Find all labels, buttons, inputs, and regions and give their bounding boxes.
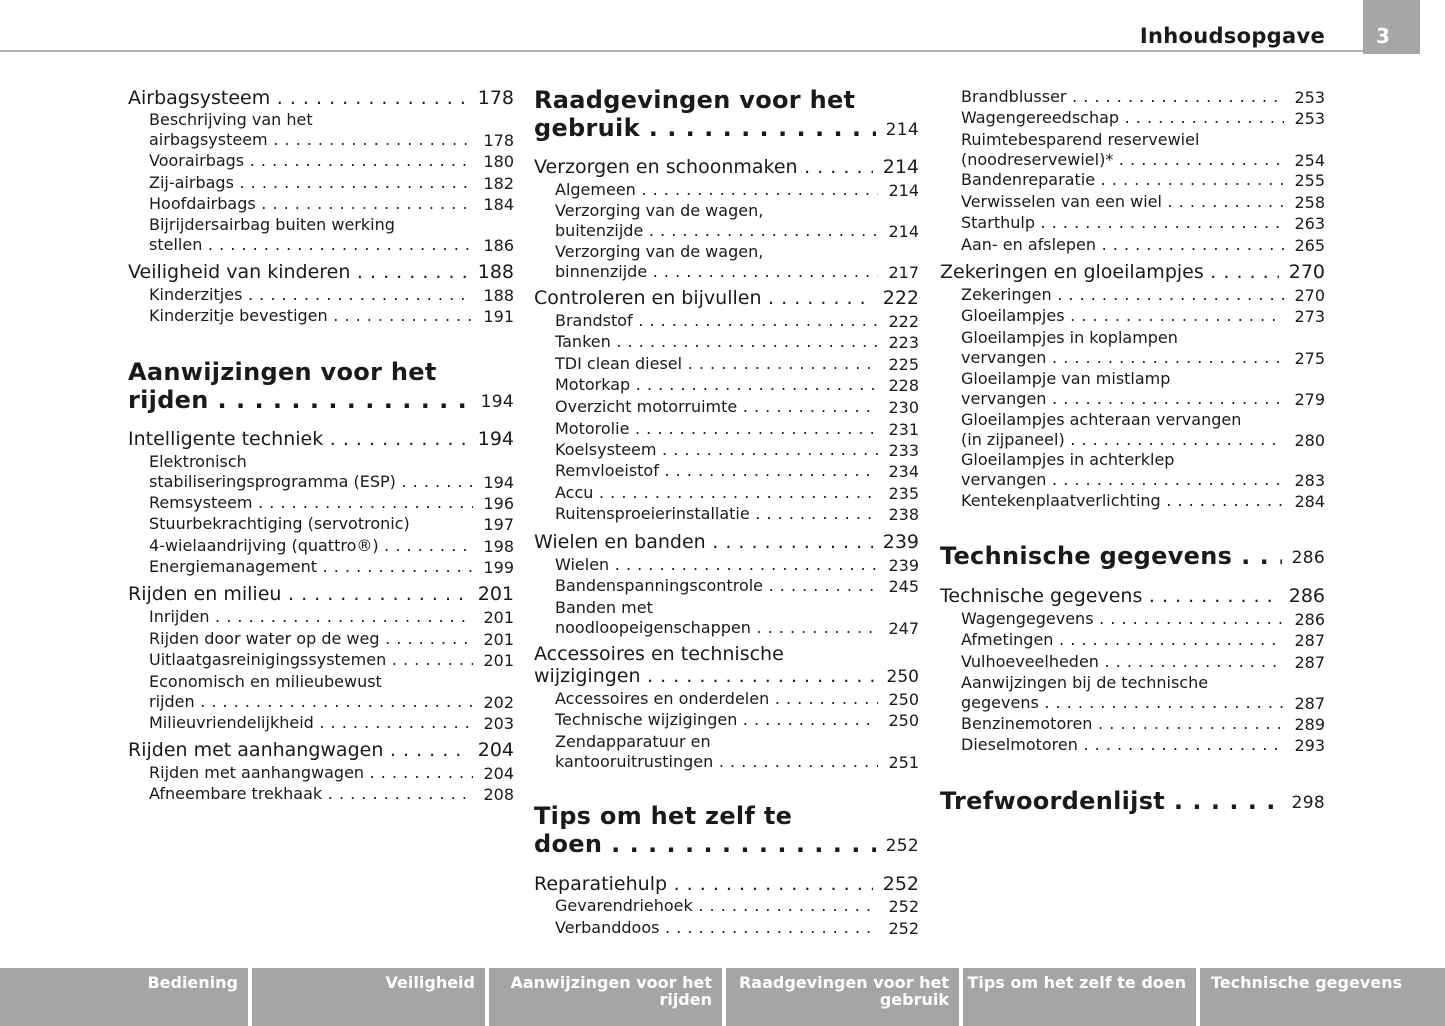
toc-entry[interactable] — [128, 629, 514, 649]
toc-entry[interactable] — [940, 630, 1325, 650]
toc-entry[interactable] — [534, 156, 919, 178]
toc-entry-title: Rijden met aanhangwagen . . . — [149, 763, 514, 783]
toc-chapter[interactable] — [940, 787, 1325, 815]
toc-entry[interactable] — [534, 242, 919, 282]
toc-entry-title: Hoofdairbags . . . — [149, 194, 514, 214]
toc-entry-title: Airbagsysteem . . . — [128, 87, 514, 109]
toc-entry-title: 4-wielaandrijving (quattro®) . . . — [149, 536, 514, 556]
toc-entry[interactable] — [534, 689, 919, 709]
toc-entry-title-line1: Verzorging van de wagen, — [555, 201, 764, 220]
toc-entry[interactable] — [128, 784, 514, 804]
toc-entry-page: 251 — [878, 753, 919, 772]
toc-entry[interactable] — [128, 739, 514, 761]
toc-entry-title-line1: Verzorging van de wagen, — [555, 242, 764, 261]
toc-entry-title: rijden . . . — [149, 692, 514, 712]
toc-entry-title: Zekeringen . . . — [961, 285, 1325, 305]
toc-entry[interactable] — [128, 607, 514, 627]
toc-entry-title: Wielen . . . — [555, 555, 919, 575]
toc-entry-title: Technische gegevens . . . — [940, 585, 1325, 607]
toc-entry-page: 279 — [1284, 390, 1325, 409]
toc-entry-page: 196 — [473, 494, 514, 513]
toc-entry-page: 178 — [473, 131, 514, 150]
toc-entry-title: Vulhoeveelheden . . . — [961, 652, 1325, 672]
toc-entry-title: Wagengereedschap . . . — [961, 108, 1325, 128]
toc-entry-page: 254 — [1284, 151, 1325, 170]
toc-entry-page: 235 — [878, 484, 919, 503]
toc-entry-page: 214 — [878, 222, 919, 241]
toc-entry-title: Accessoires en onderdelen . . . — [555, 689, 919, 709]
toc-entry-title: Gevarendriehoek . . . — [555, 896, 919, 916]
toc-entry-title: Koelsysteem . . . — [555, 440, 919, 460]
toc-entry[interactable] — [940, 87, 1325, 107]
toc-entry-page: 280 — [1284, 431, 1325, 450]
toc-entry[interactable] — [940, 108, 1325, 128]
toc-entry-title-line1: Banden met — [555, 598, 653, 617]
toc-entry-page: 191 — [473, 307, 514, 326]
toc-entry-title-line1: Beschrijving van het — [149, 110, 313, 129]
toc-entry[interactable] — [128, 194, 514, 214]
toc-entry-page: 231 — [878, 420, 919, 439]
section-tabs — [0, 968, 1445, 1026]
toc-entry[interactable] — [940, 410, 1325, 450]
toc-entry-title: Rijden en milieu . . . — [128, 583, 514, 605]
toc-entry-page: 275 — [1284, 349, 1325, 368]
toc-chapter[interactable] — [534, 86, 919, 142]
toc-entry[interactable] — [534, 873, 919, 895]
toc-entry[interactable] — [534, 354, 919, 374]
toc-entry[interactable] — [534, 180, 919, 200]
toc-chapter[interactable] — [534, 802, 919, 858]
toc-entry-page: 233 — [878, 441, 919, 460]
toc-entry[interactable] — [940, 170, 1325, 190]
toc-entry[interactable] — [940, 714, 1325, 734]
toc-entry-title: Afmetingen . . . — [961, 630, 1325, 650]
toc-entry-page: 208 — [473, 785, 514, 804]
toc-entry-title: Wielen en banden . . . — [534, 531, 919, 553]
toc-entry-title: Afneembare trekhaak . . . — [149, 784, 514, 804]
page-number: 3 — [1363, 0, 1420, 54]
tab-bediening[interactable] — [0, 968, 248, 1026]
toc-entry-title: noodloopeigenschappen . . . — [555, 618, 919, 638]
toc-chapter-title: doen . . . — [534, 830, 919, 858]
toc-entry[interactable] — [128, 557, 514, 577]
toc-entry[interactable] — [534, 461, 919, 481]
toc-entry-title: Kinderzitjes . . . — [149, 285, 514, 305]
toc-entry-title-line1: Gloeilampjes in koplampen — [961, 328, 1178, 347]
toc-entry-title-line1: Gloeilampjes achteraan vervangen — [961, 410, 1242, 429]
toc-entry-title: Rijden door water op de weg . . . — [149, 629, 514, 649]
toc-entry[interactable] — [534, 598, 919, 638]
toc-entry-page: 286 — [1284, 610, 1325, 629]
toc-entry-title: Brandblusser . . . — [961, 87, 1325, 107]
toc-entry-title: Bandenspanningscontrole . . . — [555, 576, 919, 596]
toc-entry[interactable] — [128, 261, 514, 283]
toc-entry-page: 253 — [1284, 88, 1325, 107]
toc-entry-page: 228 — [878, 376, 919, 395]
toc-entry-page: 252 — [873, 873, 919, 895]
toc-entry[interactable] — [128, 514, 514, 534]
toc-entry-page: 178 — [468, 87, 514, 109]
toc-entry[interactable] — [534, 531, 919, 553]
toc-entry-page: 214 — [878, 181, 919, 200]
toc-entry-page: 293 — [1284, 736, 1325, 755]
tab-label: Tips om het zelf te doen — [967, 973, 1186, 992]
tab-tips-zelf-doen[interactable] — [963, 968, 1196, 1026]
toc-entry[interactable] — [940, 369, 1325, 409]
toc-entry-title-line1: Ruimtebesparend reservewiel — [961, 130, 1200, 149]
toc-entry-page: 198 — [473, 537, 514, 556]
toc-entry-page: 273 — [1284, 307, 1325, 326]
toc-entry[interactable] — [534, 483, 919, 503]
toc-entry[interactable] — [940, 261, 1325, 283]
toc-entry-page: 201 — [473, 608, 514, 627]
toc-chapter-page: 286 — [1282, 548, 1325, 568]
toc-entry[interactable] — [940, 192, 1325, 212]
toc-entry-page: 263 — [1284, 214, 1325, 233]
toc-entry-page: 287 — [1284, 694, 1325, 713]
toc-entry[interactable] — [128, 650, 514, 670]
toc-entry-title: Rijden met aanhangwagen . . . — [128, 739, 514, 761]
tab-label: Raadgevingen voor het gebruik — [738, 973, 949, 1009]
toc-chapter-page: 298 — [1282, 793, 1325, 813]
toc-entry[interactable] — [940, 130, 1325, 170]
toc-entry-title: Ruitensproeierinstallatie . . . — [555, 504, 919, 524]
toc-entry[interactable] — [940, 491, 1325, 511]
toc-entry-title: Gloeilampjes . . . — [961, 306, 1325, 326]
toc-entry[interactable] — [534, 287, 919, 309]
toc-entry[interactable] — [534, 643, 919, 687]
toc-entry-title: Voorairbags . . . — [149, 151, 514, 171]
toc-entry[interactable] — [128, 452, 514, 492]
toc-entry-page: 239 — [873, 531, 919, 553]
toc-entry-page: 214 — [873, 156, 919, 178]
toc-entry-page: 252 — [878, 897, 919, 916]
toc-entry-page: 255 — [1284, 171, 1325, 190]
toc-entry[interactable] — [534, 440, 919, 460]
toc-chapter-title: Technische gegevens . . . — [940, 542, 1325, 570]
toc-chapter-title: gebruik . . . — [534, 114, 919, 142]
toc-entry-title: Accu . . . — [555, 483, 919, 503]
toc-entry[interactable] — [128, 173, 514, 193]
toc-entry-page: 202 — [473, 693, 514, 712]
toc-entry-title: Technische wijzigingen . . . — [555, 710, 919, 730]
toc-entry-title: (noodreservewiel)* . . . — [961, 150, 1325, 170]
toc-entry-title: stabiliseringsprogramma (ESP) . . . — [149, 472, 514, 492]
toc-entry-page: 225 — [878, 355, 919, 374]
toc-entry-page: 284 — [1284, 492, 1325, 511]
toc-entry-title: Tanken . . . — [555, 332, 919, 352]
header-rule — [0, 50, 1363, 52]
toc-entry-page: 247 — [878, 619, 919, 638]
toc-entry-title: Kinderzitje bevestigen . . . — [149, 306, 514, 326]
toc-entry-page: 270 — [1279, 261, 1325, 283]
toc-entry-page: 287 — [1284, 653, 1325, 672]
toc-entry-page: 245 — [878, 577, 919, 596]
toc-entry-title: vervangen . . . — [961, 348, 1325, 368]
toc-entry[interactable] — [534, 710, 919, 730]
toc-entry-page: 223 — [878, 333, 919, 352]
toc-entry-page: 188 — [473, 286, 514, 305]
toc-entry-title-line1: Gloeilampjes in achterklep — [961, 450, 1175, 469]
toc-entry-title-line1: Zendapparatuur en — [555, 732, 711, 751]
toc-entry-page: 201 — [468, 583, 514, 605]
toc-entry-title: Starthulp . . . — [961, 213, 1325, 233]
toc-entry-page: 250 — [877, 667, 919, 687]
toc-entry[interactable] — [534, 419, 919, 439]
toc-chapter-title-line1: Tips om het zelf te — [534, 802, 793, 830]
tab-veiligheid[interactable] — [252, 968, 485, 1026]
toc-entry-title: Energiemanagement . . . — [149, 557, 514, 577]
tab-label: Aanwijzingen voor het rijden — [510, 973, 712, 1009]
toc-entry-page: 201 — [473, 630, 514, 649]
toc-entry-title: Verwisselen van een wiel . . . — [961, 192, 1325, 212]
toc-entry-title: airbagsysteem . . . — [149, 130, 514, 150]
toc-entry-page: 222 — [878, 312, 919, 331]
toc-entry-title: Remvloeistof . . . — [555, 461, 919, 481]
toc-entry[interactable] — [940, 735, 1325, 755]
toc-entry[interactable] — [940, 652, 1325, 672]
header-title: Inhoudsopgave — [1139, 24, 1325, 48]
toc-entry-title: gegevens . . . — [961, 693, 1325, 713]
toc-entry[interactable] — [534, 555, 919, 575]
toc-entry[interactable] — [128, 110, 514, 150]
toc-entry-page: 184 — [473, 195, 514, 214]
toc-entry-title: stellen . . . — [149, 235, 514, 255]
toc-chapter[interactable] — [940, 542, 1325, 570]
toc-entry-title: Kentekenplaatverlichting . . . — [961, 491, 1325, 511]
toc-entry[interactable] — [128, 215, 514, 255]
toc-entry[interactable] — [128, 763, 514, 783]
toc-entry-title-line1: Economisch en milieubewust — [149, 672, 382, 691]
toc-entry-title-line1: Gloeilampje van mistlamp — [961, 369, 1171, 388]
toc-entry-title: Uitlaatgasreinigingssystemen . . . — [149, 650, 514, 670]
toc-entry-title: Zekeringen en gloeilampjes . . . — [940, 261, 1325, 283]
toc-entry-title: Stuurbekrachtiging (servotronic) — [149, 514, 410, 533]
toc-entry[interactable] — [128, 285, 514, 305]
toc-entry-title: Zij-airbags . . . — [149, 173, 514, 193]
toc-entry-title: vervangen . . . — [961, 470, 1325, 490]
toc-entry-title: Algemeen . . . — [555, 180, 919, 200]
toc-entry-page: 253 — [1284, 109, 1325, 128]
toc-entry[interactable] — [128, 672, 514, 712]
toc-chapter-title: Trefwoordenlijst . . . — [940, 787, 1325, 815]
toc-chapter-page: 252 — [876, 836, 919, 856]
toc-entry-page: 287 — [1284, 631, 1325, 650]
toc-entry-page: 239 — [878, 556, 919, 575]
toc-entry[interactable] — [128, 151, 514, 171]
toc-entry-title: Brandstof . . . — [555, 311, 919, 331]
toc-entry-page: 182 — [473, 174, 514, 193]
toc-entry[interactable] — [534, 576, 919, 596]
toc-entry[interactable] — [940, 285, 1325, 305]
toc-entry-page: 194 — [473, 473, 514, 492]
tab-label: Bediening — [147, 973, 238, 992]
toc-entry-title: Overzicht motorruimte . . . — [555, 397, 919, 417]
toc-entry-page: 186 — [473, 236, 514, 255]
toc-entry[interactable] — [940, 306, 1325, 326]
toc-entry[interactable] — [128, 713, 514, 733]
toc-entry-title: kantooruitrustingen . . . — [555, 752, 919, 772]
toc-entry[interactable] — [128, 428, 514, 450]
toc-entry-page: 238 — [878, 505, 919, 524]
toc-entry-page: 203 — [473, 714, 514, 733]
toc-entry[interactable] — [128, 536, 514, 556]
toc-chapter-title-line1: Raadgevingen voor het — [534, 86, 856, 114]
toc-entry-title: (in zijpaneel) . . . — [961, 430, 1325, 450]
toc-chapter-title-line1: Aanwijzingen voor het — [128, 358, 437, 386]
toc-entry-page: 204 — [473, 764, 514, 783]
toc-entry-title: wijzigingen . . . — [534, 665, 919, 687]
toc-entry-title: TDI clean diesel . . . — [555, 354, 919, 374]
toc-entry[interactable] — [128, 87, 514, 109]
toc-entry[interactable] — [940, 450, 1325, 490]
toc-entry-title: Verzorgen en schoonmaken . . . — [534, 156, 919, 178]
toc-entry-page: 201 — [473, 651, 514, 670]
toc-entry-page: 265 — [1284, 236, 1325, 255]
toc-entry-title: Aan- en afslepen . . . — [961, 235, 1325, 255]
toc-entry-page: 222 — [873, 287, 919, 309]
toc-entry-page: 234 — [878, 462, 919, 481]
toc-entry-page: 286 — [1279, 585, 1325, 607]
toc-entry[interactable] — [534, 332, 919, 352]
tab-technische-gegevens[interactable] — [1200, 968, 1445, 1026]
toc-entry-title: Remsysteem . . . — [149, 493, 514, 513]
toc-chapter[interactable] — [128, 358, 514, 414]
toc-entry-title: Veiligheid van kinderen . . . — [128, 261, 514, 283]
toc-entry-title: vervangen . . . — [961, 389, 1325, 409]
toc-entry-title: buitenzijde . . . — [555, 221, 919, 241]
toc-entry-title-line1: Aanwijzingen bij de technische — [961, 673, 1209, 692]
toc-entry[interactable] — [534, 201, 919, 241]
toc-entry[interactable] — [940, 328, 1325, 368]
toc-entry-page: 250 — [878, 690, 919, 709]
toc-entry-title: Motorolie . . . — [555, 419, 919, 439]
toc-chapter-page: 214 — [876, 120, 919, 140]
toc-entry-page: 252 — [878, 919, 919, 938]
toc-entry[interactable] — [940, 585, 1325, 607]
toc-entry[interactable] — [534, 311, 919, 331]
toc-chapter-title: rijden . . . — [128, 386, 514, 414]
toc-entry-page: 258 — [1284, 193, 1325, 212]
toc-entry-title: Intelligente techniek . . . — [128, 428, 514, 450]
toc-entry-title: Reparatiehulp . . . — [534, 873, 919, 895]
tab-label: Technische gegevens — [1210, 973, 1402, 992]
toc-entry-page: 230 — [878, 398, 919, 417]
toc-entry-page: 250 — [878, 711, 919, 730]
toc-entry-title-line1: Elektronisch — [149, 452, 247, 471]
toc-entry[interactable] — [128, 583, 514, 605]
toc-entry[interactable] — [940, 673, 1325, 713]
toc-entry-page: 194 — [468, 428, 514, 450]
toc-entry-page: 289 — [1284, 715, 1325, 734]
toc-entry-title: Bandenreparatie . . . — [961, 170, 1325, 190]
tab-raadgevingen-gebruik[interactable] — [726, 968, 959, 1026]
toc-entry-page: 217 — [878, 263, 919, 282]
toc-entry[interactable] — [940, 213, 1325, 233]
toc-entry-title: binnenzijde . . . — [555, 262, 919, 282]
toc-entry-page: 283 — [1284, 471, 1325, 490]
toc-entry-title: Inrijden . . . — [149, 607, 514, 627]
toc-entry[interactable] — [534, 732, 919, 772]
toc-entry-title: Benzinemotoren . . . — [961, 714, 1325, 734]
toc-entry[interactable] — [128, 493, 514, 513]
toc-chapter-page: 194 — [471, 392, 514, 412]
toc-entry[interactable] — [534, 375, 919, 395]
toc-entry-title: Dieselmotoren . . . — [961, 735, 1325, 755]
toc-entry[interactable] — [534, 918, 919, 938]
toc-entry-title: Controleren en bijvullen . . . — [534, 287, 919, 309]
toc-entry-title: Milieuvriendelijkheid . . . — [149, 713, 514, 733]
toc-entry-page: 180 — [473, 152, 514, 171]
toc-entry-title: Motorkap . . . — [555, 375, 919, 395]
toc-entry-page: 188 — [468, 261, 514, 283]
toc-entry[interactable] — [534, 896, 919, 916]
toc-entry-page: 270 — [1284, 286, 1325, 305]
toc-entry-page: 197 — [473, 515, 514, 534]
tab-label: Veiligheid — [385, 973, 475, 992]
toc-entry[interactable] — [534, 397, 919, 417]
toc-entry[interactable] — [128, 306, 514, 326]
toc-entry-title: Verbanddoos . . . — [555, 918, 919, 938]
toc-entry-title: Wagengegevens . . . — [961, 609, 1325, 629]
tab-aanwijzingen-rijden[interactable] — [489, 968, 722, 1026]
toc-entry-title-line1: Bijrijdersairbag buiten werking — [149, 215, 395, 234]
toc-entry-page: 199 — [473, 558, 514, 577]
toc-entry-page: 204 — [468, 739, 514, 761]
toc-entry[interactable] — [534, 504, 919, 524]
toc-entry[interactable] — [940, 235, 1325, 255]
toc-entry[interactable] — [940, 609, 1325, 629]
toc-entry-title-line1: Accessoires en technische — [534, 643, 784, 665]
